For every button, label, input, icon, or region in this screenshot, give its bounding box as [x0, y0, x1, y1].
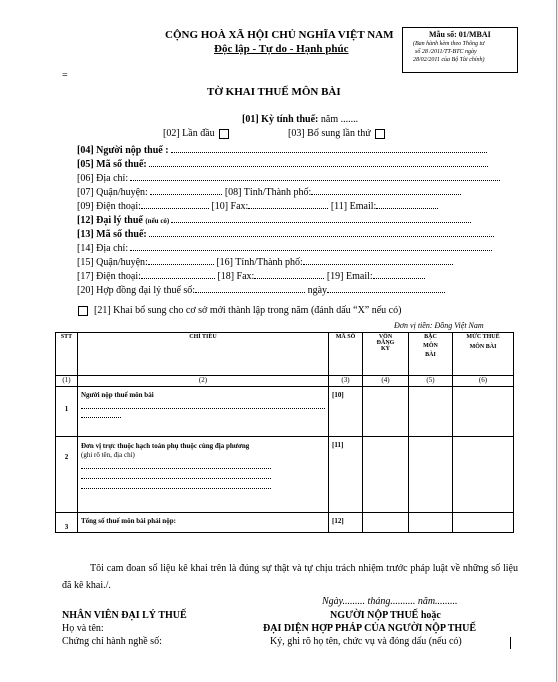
row-1-code: [10]	[329, 387, 363, 437]
legal-rep-title: ĐẠI DIỆN HỢP PHÁP CỦA NGƯỜI NỘP THUẾ	[263, 623, 477, 634]
field-18-dots	[254, 269, 324, 279]
table-index-row	[56, 376, 514, 387]
field-08-dots	[311, 185, 461, 195]
field-14-label: [14] Địa chỉ:	[77, 243, 129, 254]
row-1-text: Người nộp thuế môn bài	[81, 391, 154, 399]
row-1-text-cell[interactable]	[78, 387, 329, 437]
field-09-dots	[141, 199, 209, 209]
taxpayer-title: NGƯỜI NỘP THUẾ hoặc	[330, 610, 441, 621]
row-21-label: [21] Khai bổ sung cho cơ sở mới thành lập trong năm (đánh dấu “X” nếu có)	[94, 305, 402, 316]
header-bac-3: BÀI	[425, 352, 436, 358]
row-2-text: Đơn vị trực thuộc hạch toán phụ thuộc cùng địa phương	[81, 442, 250, 450]
field-20-date-label: ngày	[307, 285, 328, 296]
field-17-dots	[141, 269, 215, 279]
row-3-bac[interactable]	[409, 513, 453, 533]
row-2-dotline-1	[81, 460, 271, 469]
sign-date: Ngày......... tháng.......... năm.........	[322, 596, 458, 607]
index-5: (5)	[409, 376, 453, 387]
index-6: (6)	[453, 376, 514, 387]
row-2-bac[interactable]	[409, 437, 453, 513]
row-2-code: [11]	[329, 437, 363, 513]
field-11-dots	[376, 199, 438, 209]
field-19-dots	[373, 269, 425, 279]
row-3-text: Tổng số thuế môn bài phải nộp:	[81, 517, 176, 525]
row-1-dotline-short	[81, 410, 121, 418]
field-12[interactable]	[77, 213, 471, 226]
row-15-16[interactable]	[77, 255, 453, 268]
supplement-label: [03] Bổ sung lần thứ	[288, 128, 371, 139]
row-3-muc[interactable]	[453, 513, 514, 533]
header-muc	[453, 333, 514, 376]
header-von-2: ĐĂNG	[376, 340, 395, 346]
form-note-3: 28/02/2011 của Bộ Tài chính)	[413, 57, 485, 63]
agent-staff-title: NHÂN VIÊN ĐẠI LÝ THUẾ	[62, 610, 187, 621]
table-row	[56, 513, 514, 533]
header-von-1: VỐN	[378, 334, 393, 340]
field-12-label: [12] Đại lý thuế	[77, 215, 143, 226]
table-row	[56, 387, 514, 437]
field-09-label: [09] Điện thoại:	[77, 201, 141, 212]
form-number: Mẫu số: 01/MBAI	[429, 30, 491, 39]
currency-unit: Đơn vị tiền: Đồng Việt Nam	[394, 321, 484, 330]
header-bac-2: MÔN	[423, 343, 438, 349]
declaration: Tôi cam đoan số liệu kê khai trên là đúng sự thật và tự chịu trách nhiệm trước pháp luật về những số liệu đã kê khai./.	[62, 563, 518, 591]
first-time-label: [02] Lần đầu	[163, 128, 215, 139]
form-title: TỜ KHAI THUẾ MÔN BÀI	[207, 86, 341, 98]
row-2-muc[interactable]	[453, 437, 514, 513]
field-15-dots	[148, 255, 214, 265]
supplement-option[interactable]	[288, 128, 385, 139]
row-1-stt: 1	[56, 387, 78, 437]
row-21[interactable]	[78, 305, 401, 316]
field-12-dots	[171, 213, 471, 223]
tax-period-value: năm .......	[320, 114, 359, 125]
row-1-muc[interactable]	[453, 387, 514, 437]
header-von-3: KÝ	[381, 346, 390, 352]
field-04-label: [04] Người nộp thuế :	[77, 145, 169, 156]
field-14[interactable]	[77, 241, 492, 254]
field-18-label: [18] Fax:	[217, 271, 255, 282]
motto: Độc lập - Tự do - Hạnh phúc	[214, 43, 349, 55]
field-13[interactable]	[77, 227, 494, 240]
header-muc-1: MỨC THUẾ	[466, 334, 500, 340]
row-2-von[interactable]	[363, 437, 409, 513]
header-muc-2: MÔN BÀI	[469, 344, 497, 350]
cert-label: Chứng chỉ hành nghề số:	[62, 636, 162, 647]
tax-period	[242, 114, 358, 125]
form-number-box	[402, 27, 518, 73]
field-17-label: [17] Điện thoại:	[77, 271, 141, 282]
field-13-dots	[149, 227, 494, 237]
row-20[interactable]	[77, 283, 445, 296]
first-time-option[interactable]	[163, 128, 229, 139]
text-cursor	[510, 637, 511, 649]
row-2-dotline-2	[81, 470, 271, 479]
row-1-von[interactable]	[363, 387, 409, 437]
first-time-checkbox[interactable]	[219, 129, 229, 139]
field-07-dots	[150, 185, 222, 195]
field-11-label: [11] Email:	[330, 201, 377, 212]
field-20-dots	[195, 283, 305, 293]
row-3-code: [12]	[329, 513, 363, 533]
table-row	[56, 437, 514, 513]
new-branch-checkbox[interactable]	[78, 306, 88, 316]
field-05[interactable]	[77, 157, 488, 170]
tax-period-label: [01] Kỳ tính thuế:	[242, 114, 319, 125]
field-12-note: (nếu có)	[145, 217, 170, 225]
field-04-dots	[171, 143, 487, 153]
field-05-dots	[149, 157, 488, 167]
equal-mark: =	[62, 70, 68, 81]
supplement-checkbox[interactable]	[375, 129, 385, 139]
table-header-row	[56, 333, 514, 376]
field-06-dots	[130, 171, 500, 181]
field-19-label: [19] Email:	[326, 271, 373, 282]
field-20-label: [20] Hợp đồng đại lý thuế số:	[77, 285, 196, 296]
header-chi-tieu: CHỈ TIÊU	[78, 333, 329, 376]
sign-note: Ký, ghi rõ họ tên, chức vụ và đóng dấu (nếu có)	[270, 636, 462, 647]
row-3-text-cell[interactable]	[78, 513, 329, 533]
index-4: (4)	[363, 376, 409, 387]
field-15-label: [15] Quận/huyện:	[77, 257, 148, 268]
field-20-date-dots	[327, 283, 445, 293]
index-3: (3)	[329, 376, 363, 387]
field-08-label: [08] Tỉnh/Thành phố:	[224, 187, 312, 198]
index-2: (2)	[78, 376, 329, 387]
row-3-stt: 3	[56, 513, 78, 533]
row-1-bac[interactable]	[409, 387, 453, 437]
row-2-text-cell[interactable]	[78, 437, 329, 513]
index-1: (1)	[56, 376, 78, 387]
form-note-2: số 28 /2011/TT-BTC ngày	[415, 49, 477, 55]
header-bac	[409, 333, 453, 376]
country-name: CỘNG HOÀ XÃ HỘI CHỦ NGHĨA VIỆT NAM	[165, 29, 394, 41]
header-ma-so: MÃ SỐ	[329, 333, 363, 376]
row-2-dotline-3	[81, 480, 271, 489]
form-note-1: (Ban hành kèm theo Thông tư	[413, 41, 485, 47]
field-07-label: [07] Quận/huyện:	[77, 187, 151, 198]
tax-table	[55, 332, 514, 533]
field-06-label: [06] Địa chỉ:	[77, 173, 129, 184]
field-16-dots	[303, 255, 453, 265]
row-2-stt: 2	[56, 437, 78, 513]
agent-name-label: Họ và tên:	[62, 623, 104, 634]
row-07-08[interactable]	[77, 185, 461, 198]
field-13-label: [13] Mã số thuế:	[77, 229, 147, 240]
field-14-dots	[130, 241, 492, 251]
field-10-label: [10] Fax:	[211, 201, 249, 212]
header-bac-1: BẬC	[424, 334, 437, 340]
row-09-11[interactable]	[77, 199, 438, 212]
field-04[interactable]	[77, 143, 487, 156]
row-3-von[interactable]	[363, 513, 409, 533]
row-1-dotline	[81, 400, 325, 409]
field-16-label: [16] Tỉnh/Thành phố:	[216, 257, 303, 268]
field-05-label: [05] Mã số thuế:	[77, 159, 147, 170]
row-2-sub: (ghi rõ tên, địa chỉ)	[81, 451, 135, 459]
header-stt: STT	[56, 333, 78, 376]
field-10-dots	[248, 199, 328, 209]
row-17-19[interactable]	[77, 269, 425, 282]
header-von	[363, 333, 409, 376]
field-06[interactable]	[77, 171, 500, 184]
